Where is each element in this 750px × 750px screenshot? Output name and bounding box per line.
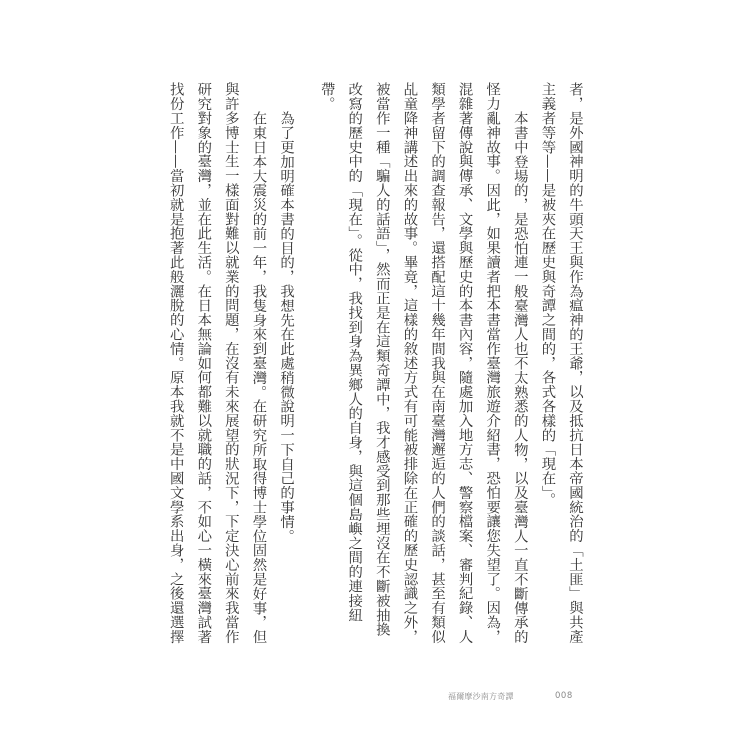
text-column: 帶。 xyxy=(318,82,335,111)
running-title: 福爾摩沙南方奇譚 xyxy=(448,692,514,701)
text-column: 類學者留下的調查報告，還搭配這十幾年間我與在南臺灣邂逅的人們的談話，甚至有類似 xyxy=(429,82,446,644)
text-column: 與許多博士生一樣面對難以就業的問題，在沒有未來展望的狀況下，下定決心前來我當作 xyxy=(222,82,239,644)
text-column: 怪力亂神故事。因此，如果讀者把本書當作臺灣旅遊介紹書，恐怕要讓您失望了。因為， xyxy=(484,82,501,644)
text-column: 本書中登場的，是恐怕連一般臺灣人也不太熟悉的人物，以及臺灣人一直不斷傳承的 xyxy=(511,111,528,644)
text-column: 為了更加明確本書的目的，我想先在此處稍微說明一下自己的事情。 xyxy=(278,111,295,543)
text-column: 乩童降神講述出來的故事。畢竟，這樣的敘述方式有可能被排除在正確的歷史認識之外， xyxy=(401,82,418,644)
text-column: 被當作一種「騙人的話語」，然而正是在這類奇譚中，我才感受到那些埋沒在不斷被抽換 xyxy=(373,82,390,637)
text-column: 找份工作——當初就是抱著此般灑脫的心情。原本我就不是中國文學系出身，之後還選擇 xyxy=(167,82,184,644)
text-column: 者，是外國神明的牛頭天王與作為瘟神的王爺，以及抵抗日本帝國統治的「土匪」與共產 xyxy=(567,82,583,644)
text-column: 研究對象的臺灣，並在此生活。在日本無論如何都難以就職的話，不如心一橫來臺灣試著 xyxy=(195,82,212,644)
text-column: 改寫的歷史中的「現在」。從中，我找到身為異鄉人的自身，與這個島嶼之間的連接紐 xyxy=(346,82,363,622)
text-column: 在東日本大震災的前一年，我隻身來到臺灣。在研究所取得博士學位固然是好事，但 xyxy=(250,111,267,644)
page-number: 008 xyxy=(555,691,573,701)
main-text-block xyxy=(168,82,582,652)
text-column: 主義者等等——是被夾在歷史與奇譚之間的，各式各樣的「現在」。 xyxy=(539,82,556,507)
text-column: 混雜著傳說與傳承、文學與歷史的本書內容，隨處加入地方志、警察檔案、審判紀錄、人 xyxy=(456,82,473,644)
